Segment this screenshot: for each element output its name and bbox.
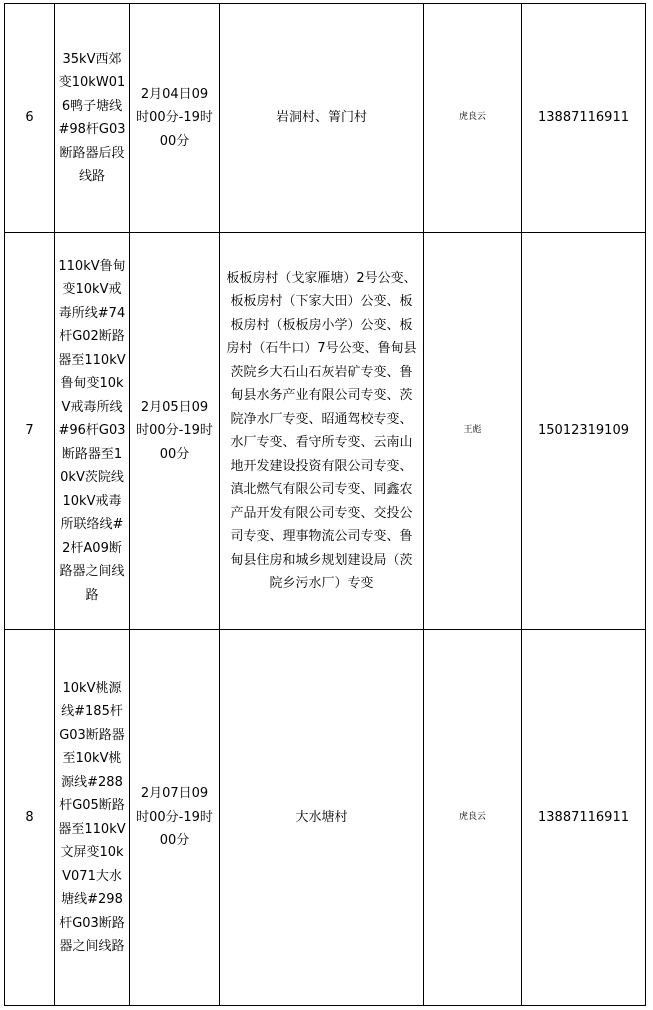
affected-area: 岩洞村、箐门村 [275,110,367,126]
line-section: 10kV桃源线#185杆G03断路器至10kV桃源线#288杆G05断路器至110kV文屏变10kV071大水塘线#298杆G03断路器之间线路 [58,680,126,954]
outage-time: 2月07日09时00分-19时00分 [136,786,213,849]
affected-area: 板板房村（戈家雁塘）2号公变、板板房村（下家大田）公变、板板房村（板板房小学）公变、板房村（石牛口）7号公变、鲁甸县茨院乡大石山石灰岩矿专变、鲁甸县水务产业有限公司专变、茨院净水厂专变、昭通驾校专变、水厂专变、看守所专变、云南山地开发建设投资有限公司专变、滇北燃气有限公司专变、同鑫农产品开发有限公司专变、交投公司专变、理事物流公司专变、鲁甸县住房和城乡规划建设局（茨院乡污水厂）专变 [226,270,417,591]
outage-time: 2月04日09时00分-19时00分 [136,86,213,149]
outage-time: 2月05日09时00分-19时00分 [136,399,213,462]
contact-phone: 15012319109 [522,233,646,630]
row-number: 6 [5,4,55,233]
table-row [5,630,646,1006]
row-number: 7 [5,233,55,630]
line-section: 35kV西郊变10kW016鸭子塘线#98杆G03断路器后段线路 [58,51,126,184]
contact-person: 王彪 [424,233,522,630]
contact-person: 虎良云 [424,630,522,1006]
contact-phone: 13887116911 [522,4,646,233]
affected-area: 大水塘村 [295,809,348,825]
table-row [5,4,646,233]
contact-person: 虎良云 [424,4,522,233]
table-row [5,233,646,630]
row-number: 8 [5,630,55,1006]
outage-table [4,3,646,1006]
line-section: 110kV鲁甸变10kV戒毒所线#74杆G02断路器至110kV鲁甸变10kV戒毒所线#96杆G03断路器至10kV茨院线10kV戒毒所联络线#2杆A09断路器之间线路 [58,258,126,603]
contact-phone: 13887116911 [522,630,646,1006]
